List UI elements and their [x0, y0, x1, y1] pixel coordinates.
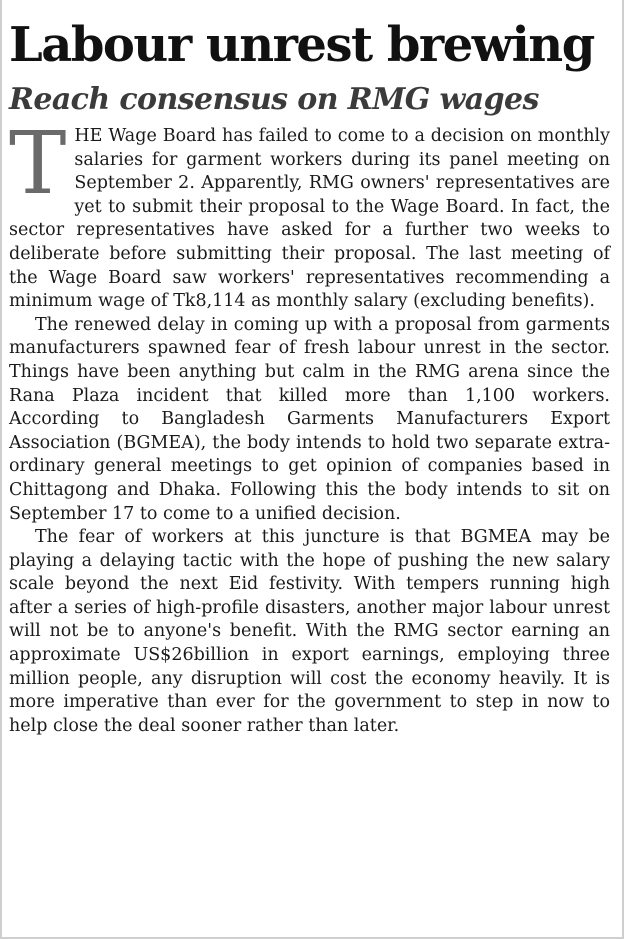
headline: Labour unrest brewing: [9, 17, 594, 73]
paragraph-1: [9, 114, 610, 314]
subheadline: Reach consensus on RMG wages: [9, 82, 539, 117]
article-body: [9, 114, 610, 738]
drop-cap: T: [9, 114, 67, 214]
paragraph-3: The fear of workers at this juncture is that BGMEA may be playing a delaying tactic with the hope of pushing the new salary scale beyond the next Eid festivity. With tempers running high after a series of high-profile disasters, another major labour unrest will not be to anyone's benefit. With the RMG sector earning an approximate US$26billion in export earnings, employing three million people, any disruption will cost the economy heavily. It is more imperative than ever for the government to step in now to help close the deal sooner rather than later.: [9, 527, 610, 736]
paragraph-2: The renewed delay in coming up with a proposal from garments manufacturers spawned fear of fresh labour unrest in the sector. Things have been anything but calm in the RMG arena since the Rana Plaza incident that killed more than 1,100 workers. According to Bangladesh Garments Manufacturers Export Association (BGMEA), the body intends to hold two separate extra-ordinary general meetings to get opinion of companies based in Chittagong and Dhaka. Following this the body intends to sit on September 17 to come to a unified decision.: [9, 314, 610, 524]
paragraph-1-text: HE Wage Board has failed to come to a decision on monthly salaries for garment workers during its panel meeting on September 2. Apparently, RMG owners' representatives are yet to submit their proposal to the Wage Board. In fact, the sector representatives have asked for a further two weeks to deliberate before submitting their proposal. The last meeting of the Wage Board saw workers' representatives recommending a minimum wage of Tk8,114 as monthly salary (excluding benefits).: [9, 126, 610, 312]
